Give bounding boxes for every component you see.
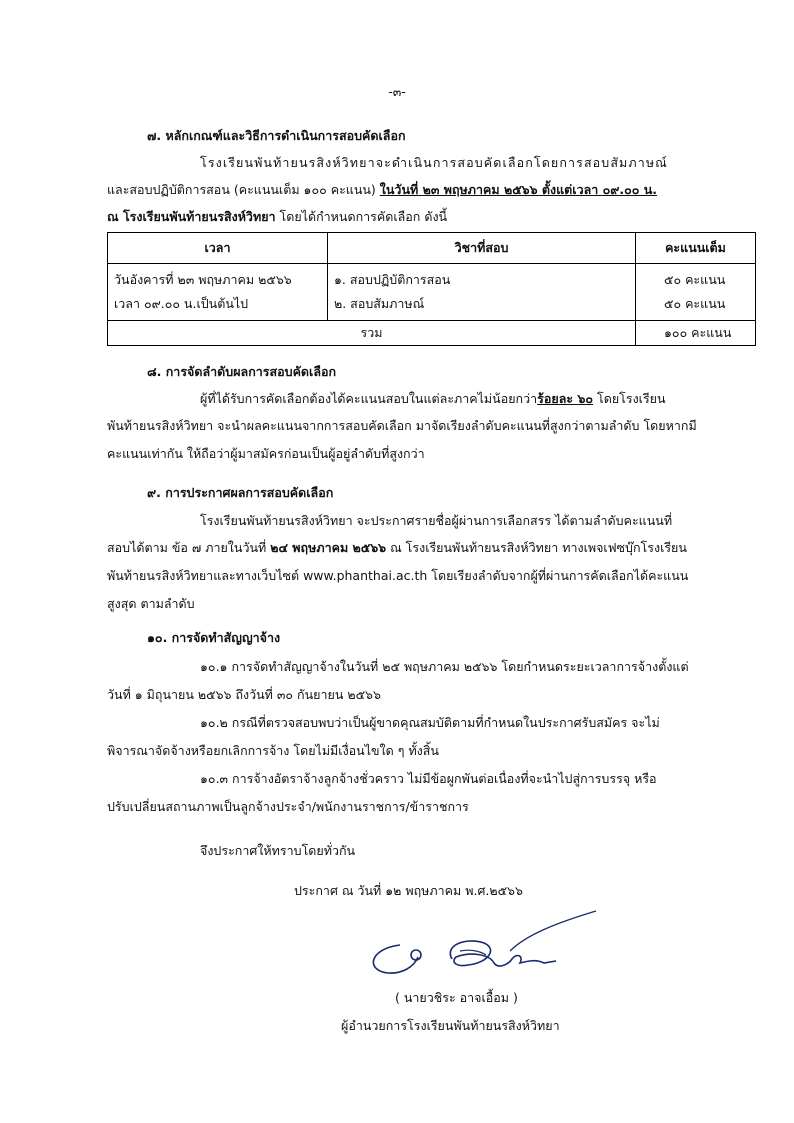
exam-location: ณ โรงเรียนพันท้ายนรสิงห์วิทยา — [107, 209, 276, 224]
exam-time-cell — [108, 264, 328, 321]
exam-time-text: เวลา ๐๙.๐๐ น.เป็นต้นไป — [114, 296, 249, 311]
table-total-row — [108, 321, 756, 346]
exam-schedule-table — [107, 232, 756, 346]
section-10-1-line-2: วันที่ ๑ มิถุนายน ๒๕๖๖ ถึงวันที่ ๓๐ กันยายน ๒๕๖๖ — [107, 687, 381, 702]
header-subject: วิชาที่สอบ — [328, 233, 636, 264]
section-10-heading: ๑๐. การจัดทำสัญญาจ้าง — [147, 630, 281, 645]
exam-date-text: วันอังคารที่ ๒๓ พฤษภาคม ๒๕๖๖ — [114, 272, 292, 287]
table-row — [108, 264, 756, 321]
signer-title: ผู้อำนวยการโรงเรียนพันท้ายนรสิงห์วิทยา — [341, 1018, 560, 1033]
total-score: ๑๐๐ คะแนน — [636, 321, 756, 346]
section-10-3-line-1: ๑๐.๓ การจ้างอัตราจ้างลูกจ้างชั่วคราว ไม่มีข้อผูกพันต่อเนื่องที่จะนำไปสู่การบรรจุ หรือ — [200, 771, 657, 786]
pass-threshold: ร้อยละ ๖๐ — [537, 391, 594, 406]
section-7-line-3-text: โดยได้กำหนดการคัดเลือก ดังนี้ — [275, 209, 448, 224]
section-10-2-line-2: พิจารณาจัดจ้างหรือยกเลิกการจ้าง โดยไม่มีเงื่อนไขใด ๆ ทั้งสิ้น — [107, 743, 439, 758]
table-header-row — [108, 233, 756, 264]
exam-score-cell — [636, 264, 756, 321]
section-7-heading: ๗. หลักเกณฑ์และวิธีการดำเนินการสอบคัดเลือก — [147, 128, 406, 143]
exam-date-highlight: ในวันที่ ๒๓ พฤษภาคม ๒๕๖๖ ตั้งแต่เวลา ๐๙.๐๐ น. — [379, 182, 658, 197]
section-7-line-2 — [107, 180, 657, 200]
section-10-3-line-2: ปรับเปลี่ยนสถานภาพเป็นลูกจ้างประจำ/พนักงานราชการ/ข้าราชการ — [107, 799, 469, 814]
page-number: -๓- — [388, 84, 406, 99]
section-8-line-2: พันท้ายนรสิงห์วิทยา จะนำผลคะแนนจากการสอบคัดเลือก มาจัดเรียงลำดับคะแนนที่สูงกว่าตามลำดับ โดยหากมี — [107, 418, 697, 433]
section-8-line-1-end: โดยโรงเรียน — [593, 391, 666, 406]
section-9-line-3: พันท้ายนรสิงห์วิทยาและทางเว็บไซต์ www.phanthai.ac.th โดยเรียงลำดับจากผู้ที่ผ่านการคัดเลือกได้คะแนน — [107, 568, 689, 583]
signature-image — [360, 905, 600, 985]
section-7-line-3 — [107, 207, 447, 227]
section-8-line-3: คะแนนเท่ากัน ให้ถือว่าผู้มาสมัครก่อนเป็นผู้อยู่ลำดับที่สูงกว่า — [107, 446, 425, 461]
section-7-line-1: โรงเรียนพันท้ายนรสิงห์วิทยาจะดำเนินการสอบคัดเลือกโดยการสอบสัมภาษณ์ — [200, 155, 668, 170]
signer-name: ( นายวชิระ อาจเอื้อม ) — [395, 990, 518, 1005]
section-8-line-1 — [200, 389, 666, 409]
announce-date-line: ประกาศ ณ วันที่ ๑๒ พฤษภาคม พ.ศ.๒๕๖๖ — [294, 883, 523, 898]
score-interview: ๕๐ คะแนน — [664, 296, 726, 311]
total-label: รวม — [108, 321, 636, 346]
closing-announcement: จึงประกาศให้ทราบโดยทั่วกัน — [200, 843, 356, 858]
section-9-line-2 — [107, 538, 687, 558]
subject-teaching: ๑. สอบปฏิบัติการสอน — [334, 272, 451, 287]
section-10-1-line-1: ๑๐.๑ การจัดทำสัญญาจ้างในวันที่ ๒๕ พฤษภาคม ๒๕๖๖ โดยกำหนดระยะเวลาการจ้างตั้งแต่ — [200, 659, 689, 674]
header-score: คะแนนเต็ม — [636, 233, 756, 264]
announce-date: ๒๔ พฤษภาคม ๒๕๖๖ — [270, 540, 387, 555]
exam-subject-cell — [328, 264, 636, 321]
subject-interview: ๒. สอบสัมภาษณ์ — [334, 296, 425, 311]
section-7-line-2-text: และสอบปฏิบัติการสอน (คะแนนเต็ม ๑๐๐ คะแนน) — [107, 182, 380, 197]
section-10-2-line-1: ๑๐.๒ กรณีที่ตรวจสอบพบว่าเป็นผู้ขาดคุณสมบัติตามที่กำหนดในประกาศรับสมัคร จะไม่ — [200, 715, 660, 730]
section-9-line-2-text: สอบได้ตาม ข้อ ๗ ภายในวันที่ — [107, 540, 271, 555]
section-9-line-1: โรงเรียนพันท้ายนรสิงห์วิทยา จะประกาศรายชื่อผู้ผ่านการเลือกสรร ได้ตามลำดับคะแนนที่ — [200, 513, 673, 528]
section-9-heading: ๙. การประกาศผลการสอบคัดเลือก — [147, 485, 334, 500]
section-9-line-4: สูงสุด ตามลำดับ — [107, 596, 195, 611]
section-8-heading: ๘. การจัดลำดับผลการสอบคัดเลือก — [147, 364, 337, 379]
score-teaching: ๕๐ คะแนน — [664, 272, 726, 287]
section-8-line-1-text: ผู้ที่ได้รับการคัดเลือกต้องได้คะแนนสอบในแต่ละภาคไม่น้อยกว่า — [200, 391, 538, 406]
header-time: เวลา — [108, 233, 328, 264]
section-9-line-2-end: ณ โรงเรียนพันท้ายนรสิงห์วิทยา ทางเพจเฟซบุ๊กโรงเรียน — [386, 540, 687, 555]
